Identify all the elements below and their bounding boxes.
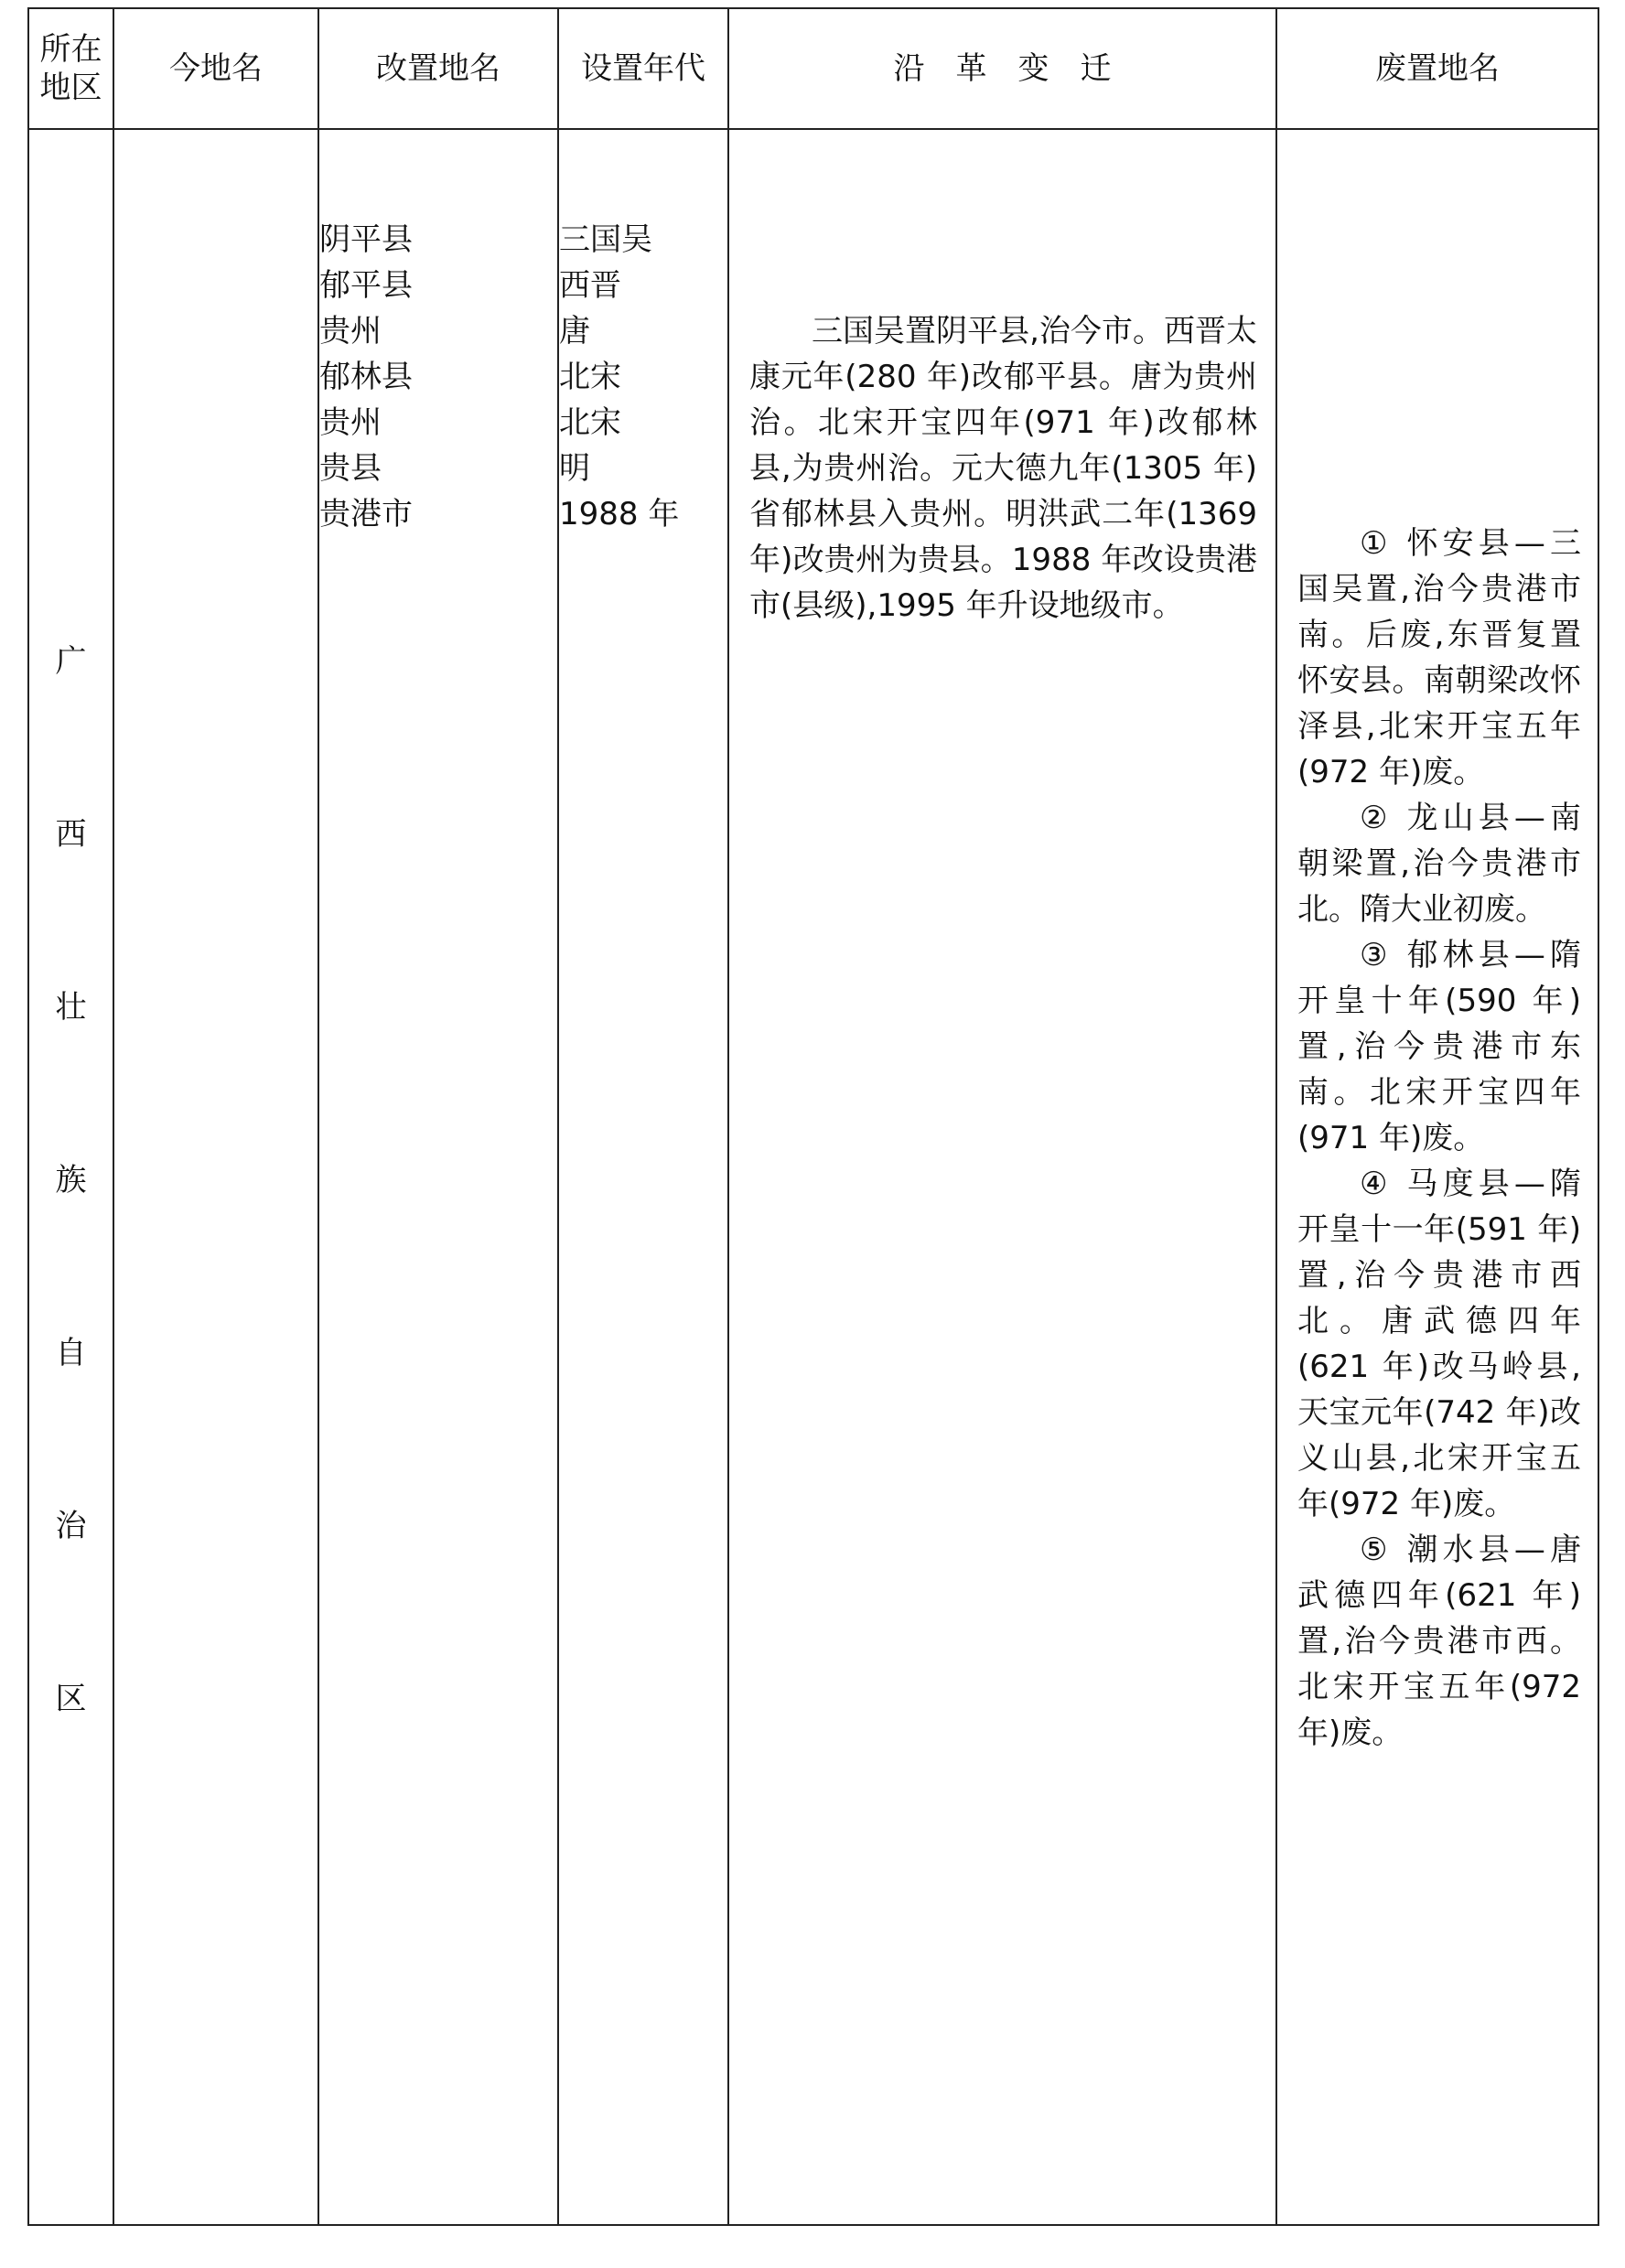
era-value: 北宋 [559,358,621,395]
abolished-list [1277,521,1598,1756]
era-value: 北宋 [559,403,621,441]
abolished-entry: ③ 郁林县—隋开皇十年(590 年)置,治今贵港市东南。北宋开宝四年(971 年)废。 [1297,937,1581,1156]
region-char: 壮 [55,989,87,1026]
era-value: 唐 [559,312,590,349]
header-current-name: 今地名 [113,8,318,129]
region-char: 自 [55,1335,87,1371]
region-char: 广 [55,643,87,680]
header-reorganized-names: 改置地名 [318,8,558,129]
region-vertical-text [29,636,113,1718]
abolished-entry: ② 龙山县—南朝梁置,治今贵港市北。隋大业初废。 [1297,800,1581,928]
region-char: 西 [55,816,87,853]
current-name-cell [113,129,318,2225]
era-cell [558,129,728,2225]
header-history [728,8,1276,129]
region-char: 区 [55,1681,87,1717]
history-cell [728,129,1276,2225]
header-row [28,8,1598,129]
reorganized-name: 贵港市 [319,495,413,532]
reorganized-names-cell [318,129,558,2225]
abolished-entry: ⑤ 潮水县—唐武德四年(621 年)置,治今贵港市西。北宋开宝五年(972 年)废。 [1297,1532,1581,1751]
header-history-label: 沿革变迁 [893,50,1143,87]
era-value: 1988 年 [559,495,680,532]
reorganized-name: 贵县 [319,449,382,487]
era-value: 三国吴 [559,220,652,258]
abolished-entry: ① 怀安县—三国吴置,治今贵港市南。后废,东晋复置怀安县。南朝梁改怀泽县,北宋开宝五年(972 年)废。 [1297,525,1581,790]
history-text: 三国吴置阴平县,治今市。西晋太康元年(280 年)改郁平县。唐为贵州治。北宋开宝四年(971 年)改郁林县,为贵州治。元大德九年(1305 年)省郁林县入贵州。明洪武二年(1369 年)改贵州为贵县。1988 年改设贵港市(县级),1995 年升设地级市。 [749,312,1257,624]
abolished-entry: ④ 马度县—隋开皇十一年(591 年)置,治今贵港市西北。唐武德四年(621 年)改马岭县,天宝元年(742 年)改义山县,北宋开宝五年(972 年)废。 [1297,1166,1581,1522]
era-value: 明 [559,449,590,487]
header-region-line2: 地区 [39,70,102,106]
region-char: 治 [55,1508,87,1544]
header-region [28,8,113,129]
header-region-line1: 所在 [39,31,102,68]
region-cell [28,129,113,2225]
region-char: 族 [55,1162,87,1198]
gazetteer-table [27,7,1599,2226]
reorganized-name: 贵州 [319,403,382,441]
reorganized-name: 郁林县 [319,358,413,395]
reorganized-name: 阴平县 [319,220,413,258]
header-abolished-names: 废置地名 [1276,8,1598,129]
header-era: 设置年代 [558,8,728,129]
abolished-names-cell [1276,129,1598,2225]
table-row [28,129,1598,2225]
reorganized-name: 郁平县 [319,266,413,304]
reorganized-name: 贵州 [319,312,382,349]
era-value: 西晋 [559,266,621,304]
